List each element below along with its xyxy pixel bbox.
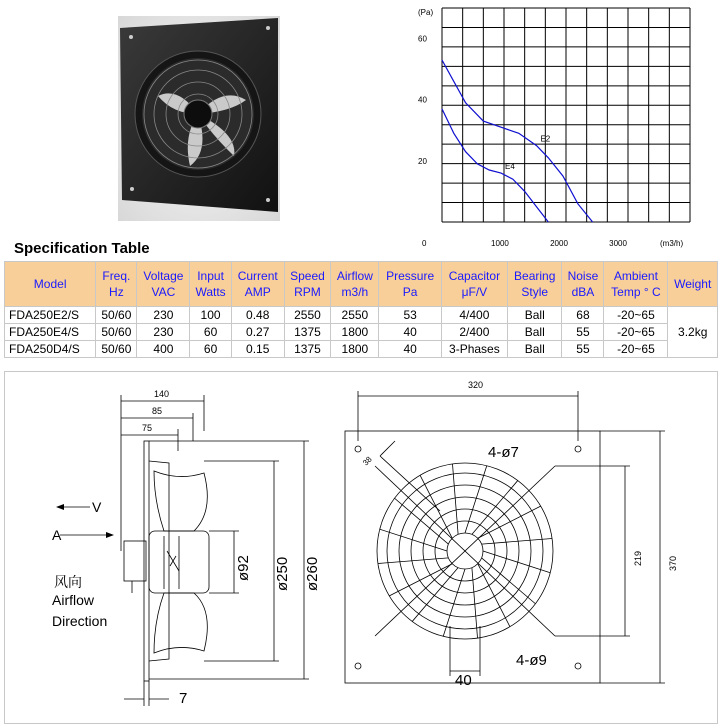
guard-spoke (452, 464, 458, 534)
spec-header-cell (137, 262, 190, 307)
table-cell: FDA250E2/S (5, 307, 96, 324)
front-view-drawing (320, 371, 716, 724)
table-cell: 3-Phases (441, 341, 507, 358)
spec-header-text: Pressure (386, 269, 435, 283)
weight-cell: 3.2kg (668, 307, 718, 358)
series-line-e2 (442, 60, 593, 222)
y-tick-label: 60 (418, 34, 427, 44)
holes-7-label: 4-ø7 (488, 444, 519, 461)
side-view-drawing (4, 371, 364, 724)
y-tick-label: 20 (418, 156, 427, 166)
dim-219: 219 (633, 550, 643, 566)
label-v: V (92, 499, 102, 515)
spec-header-text: μF/V (461, 285, 488, 299)
table-cell: FDA250D4/S (5, 341, 96, 358)
table-cell: 1375 (284, 324, 331, 341)
table-cell: 40 (379, 324, 441, 341)
label-a: A (52, 527, 62, 543)
spec-header-text: Hz (109, 285, 124, 299)
holes-9-label: 4-ø9 (516, 652, 547, 669)
spec-header-cell (441, 262, 507, 307)
dim-260: ø260 (304, 556, 321, 591)
table-cell: 50/60 (96, 324, 137, 341)
table-cell: 100 (190, 307, 231, 324)
spec-header-cell (331, 262, 379, 307)
spec-header-cell (284, 262, 331, 307)
series-label-e2: E2 (540, 134, 551, 144)
spec-header-text: Model (33, 277, 67, 291)
table-cell: Ball (508, 307, 562, 324)
chart-series (442, 60, 593, 222)
guard-spoke (378, 558, 448, 564)
airflow-label-2: Direction (52, 613, 108, 629)
guard-spoke (478, 506, 541, 538)
spec-header-cell (5, 262, 96, 307)
table-cell: -20~65 (604, 324, 668, 341)
spec-header-text: Speed (290, 269, 325, 283)
table-cell: 68 (562, 307, 604, 324)
table-cell: 2550 (331, 307, 379, 324)
table-cell: 53 (379, 307, 441, 324)
table-cell: 55 (562, 341, 604, 358)
spec-table (4, 261, 718, 358)
dim-38: 38 (361, 454, 374, 468)
dim-92: ø92 (235, 555, 252, 581)
spec-header-text: Ambient (613, 269, 658, 283)
performance-curve-chart (410, 2, 721, 252)
spec-header-cell (508, 262, 562, 307)
spec-header-cell (190, 262, 231, 307)
guard-spoke (389, 564, 452, 596)
spec-header-cell (562, 262, 604, 307)
dim-370: 370 (668, 555, 678, 571)
table-cell: FDA250E4/S (5, 324, 96, 341)
table-cell: 230 (137, 324, 190, 341)
spec-table-header-row (5, 262, 718, 307)
guard-spoke (395, 498, 449, 544)
spec-header-cell (96, 262, 137, 307)
chart-grid-vertical (442, 8, 690, 222)
y-tick-label: 40 (418, 95, 427, 105)
table-cell: Ball (508, 324, 562, 341)
guard-spoke (482, 538, 552, 544)
spec-header-text: Pa (402, 285, 418, 299)
spec-header-text: Noise (567, 269, 599, 283)
spec-header-text: Watts (195, 285, 226, 299)
dim-320: 320 (468, 380, 484, 390)
spec-header-text: Weight (674, 277, 712, 291)
table-cell: -20~65 (604, 307, 668, 324)
table-cell: 4/400 (441, 307, 507, 324)
airflow-label-1: Airflow (52, 592, 95, 608)
table-cell: 0.27 (231, 324, 284, 341)
table-cell: 60 (190, 324, 231, 341)
spec-header-text: Current (237, 269, 278, 283)
dim-40: 40 (455, 672, 472, 689)
table-row (5, 324, 718, 341)
guard-spoke (420, 475, 452, 538)
x-tick-label: 0 (422, 239, 427, 248)
table-cell: 0.15 (231, 341, 284, 358)
table-cell: 1375 (284, 341, 331, 358)
spec-header-text: Airflow (336, 269, 373, 283)
table-cell: 50/60 (96, 341, 137, 358)
table-cell: 400 (137, 341, 190, 358)
spec-header-cell (668, 262, 718, 307)
spec-header-text: Style (521, 285, 549, 299)
series-label-e4: E4 (505, 162, 515, 172)
spec-header-cell (604, 262, 668, 307)
spec-header-cell (231, 262, 284, 307)
table-cell: Ball (508, 341, 562, 358)
spec-header-text: dBA (571, 285, 595, 299)
spec-table-title: Specification Table (14, 240, 150, 257)
spec-header-text: Capacitor (448, 269, 501, 283)
x-tick-label: 3000 (609, 239, 627, 248)
table-cell: 50/60 (96, 307, 137, 324)
table-cell: 55 (562, 324, 604, 341)
table-cell: 40 (379, 341, 441, 358)
airflow-label-cn: 风向 (54, 575, 82, 591)
x-tick-label: 1000 (491, 239, 509, 248)
table-cell: 1800 (331, 341, 379, 358)
table-row (5, 341, 718, 358)
table-row (5, 307, 718, 324)
table-cell: 2550 (284, 307, 331, 324)
x-axis-label: (m3/h) (660, 239, 684, 248)
dim-75: 75 (142, 423, 153, 433)
spec-header-cell (379, 262, 441, 307)
table-cell: 230 (137, 307, 190, 324)
spec-header-text: AMP (244, 285, 271, 299)
guard-spoke (478, 564, 510, 627)
spec-header-text: m3/h (341, 285, 369, 299)
spec-header-text: VAC (151, 285, 176, 299)
spec-header-text: Freq. (102, 269, 131, 283)
dim-140: 140 (154, 389, 170, 399)
spec-header-text: Voltage (143, 269, 184, 283)
table-cell: 2/400 (441, 324, 507, 341)
dim-85: 85 (152, 406, 163, 416)
table-cell: -20~65 (604, 341, 668, 358)
fan-product-photo (118, 16, 280, 221)
spec-header-text: Bearing (514, 269, 556, 283)
dim-7: 7 (179, 690, 188, 707)
spec-header-text: RPM (294, 285, 321, 299)
dim-250: ø250 (274, 556, 291, 591)
guard-spoke (472, 568, 478, 638)
table-cell: 0.48 (231, 307, 284, 324)
spec-header-text: Input (197, 269, 224, 283)
x-tick-label: 2000 (550, 239, 568, 248)
spec-header-text: Temp ° C (611, 285, 661, 299)
table-cell: 1800 (331, 324, 379, 341)
guard-spoke (482, 558, 536, 604)
table-cell: 60 (190, 341, 231, 358)
y-axis-label: (Pa) (418, 8, 434, 17)
series-line-e4 (442, 109, 551, 222)
